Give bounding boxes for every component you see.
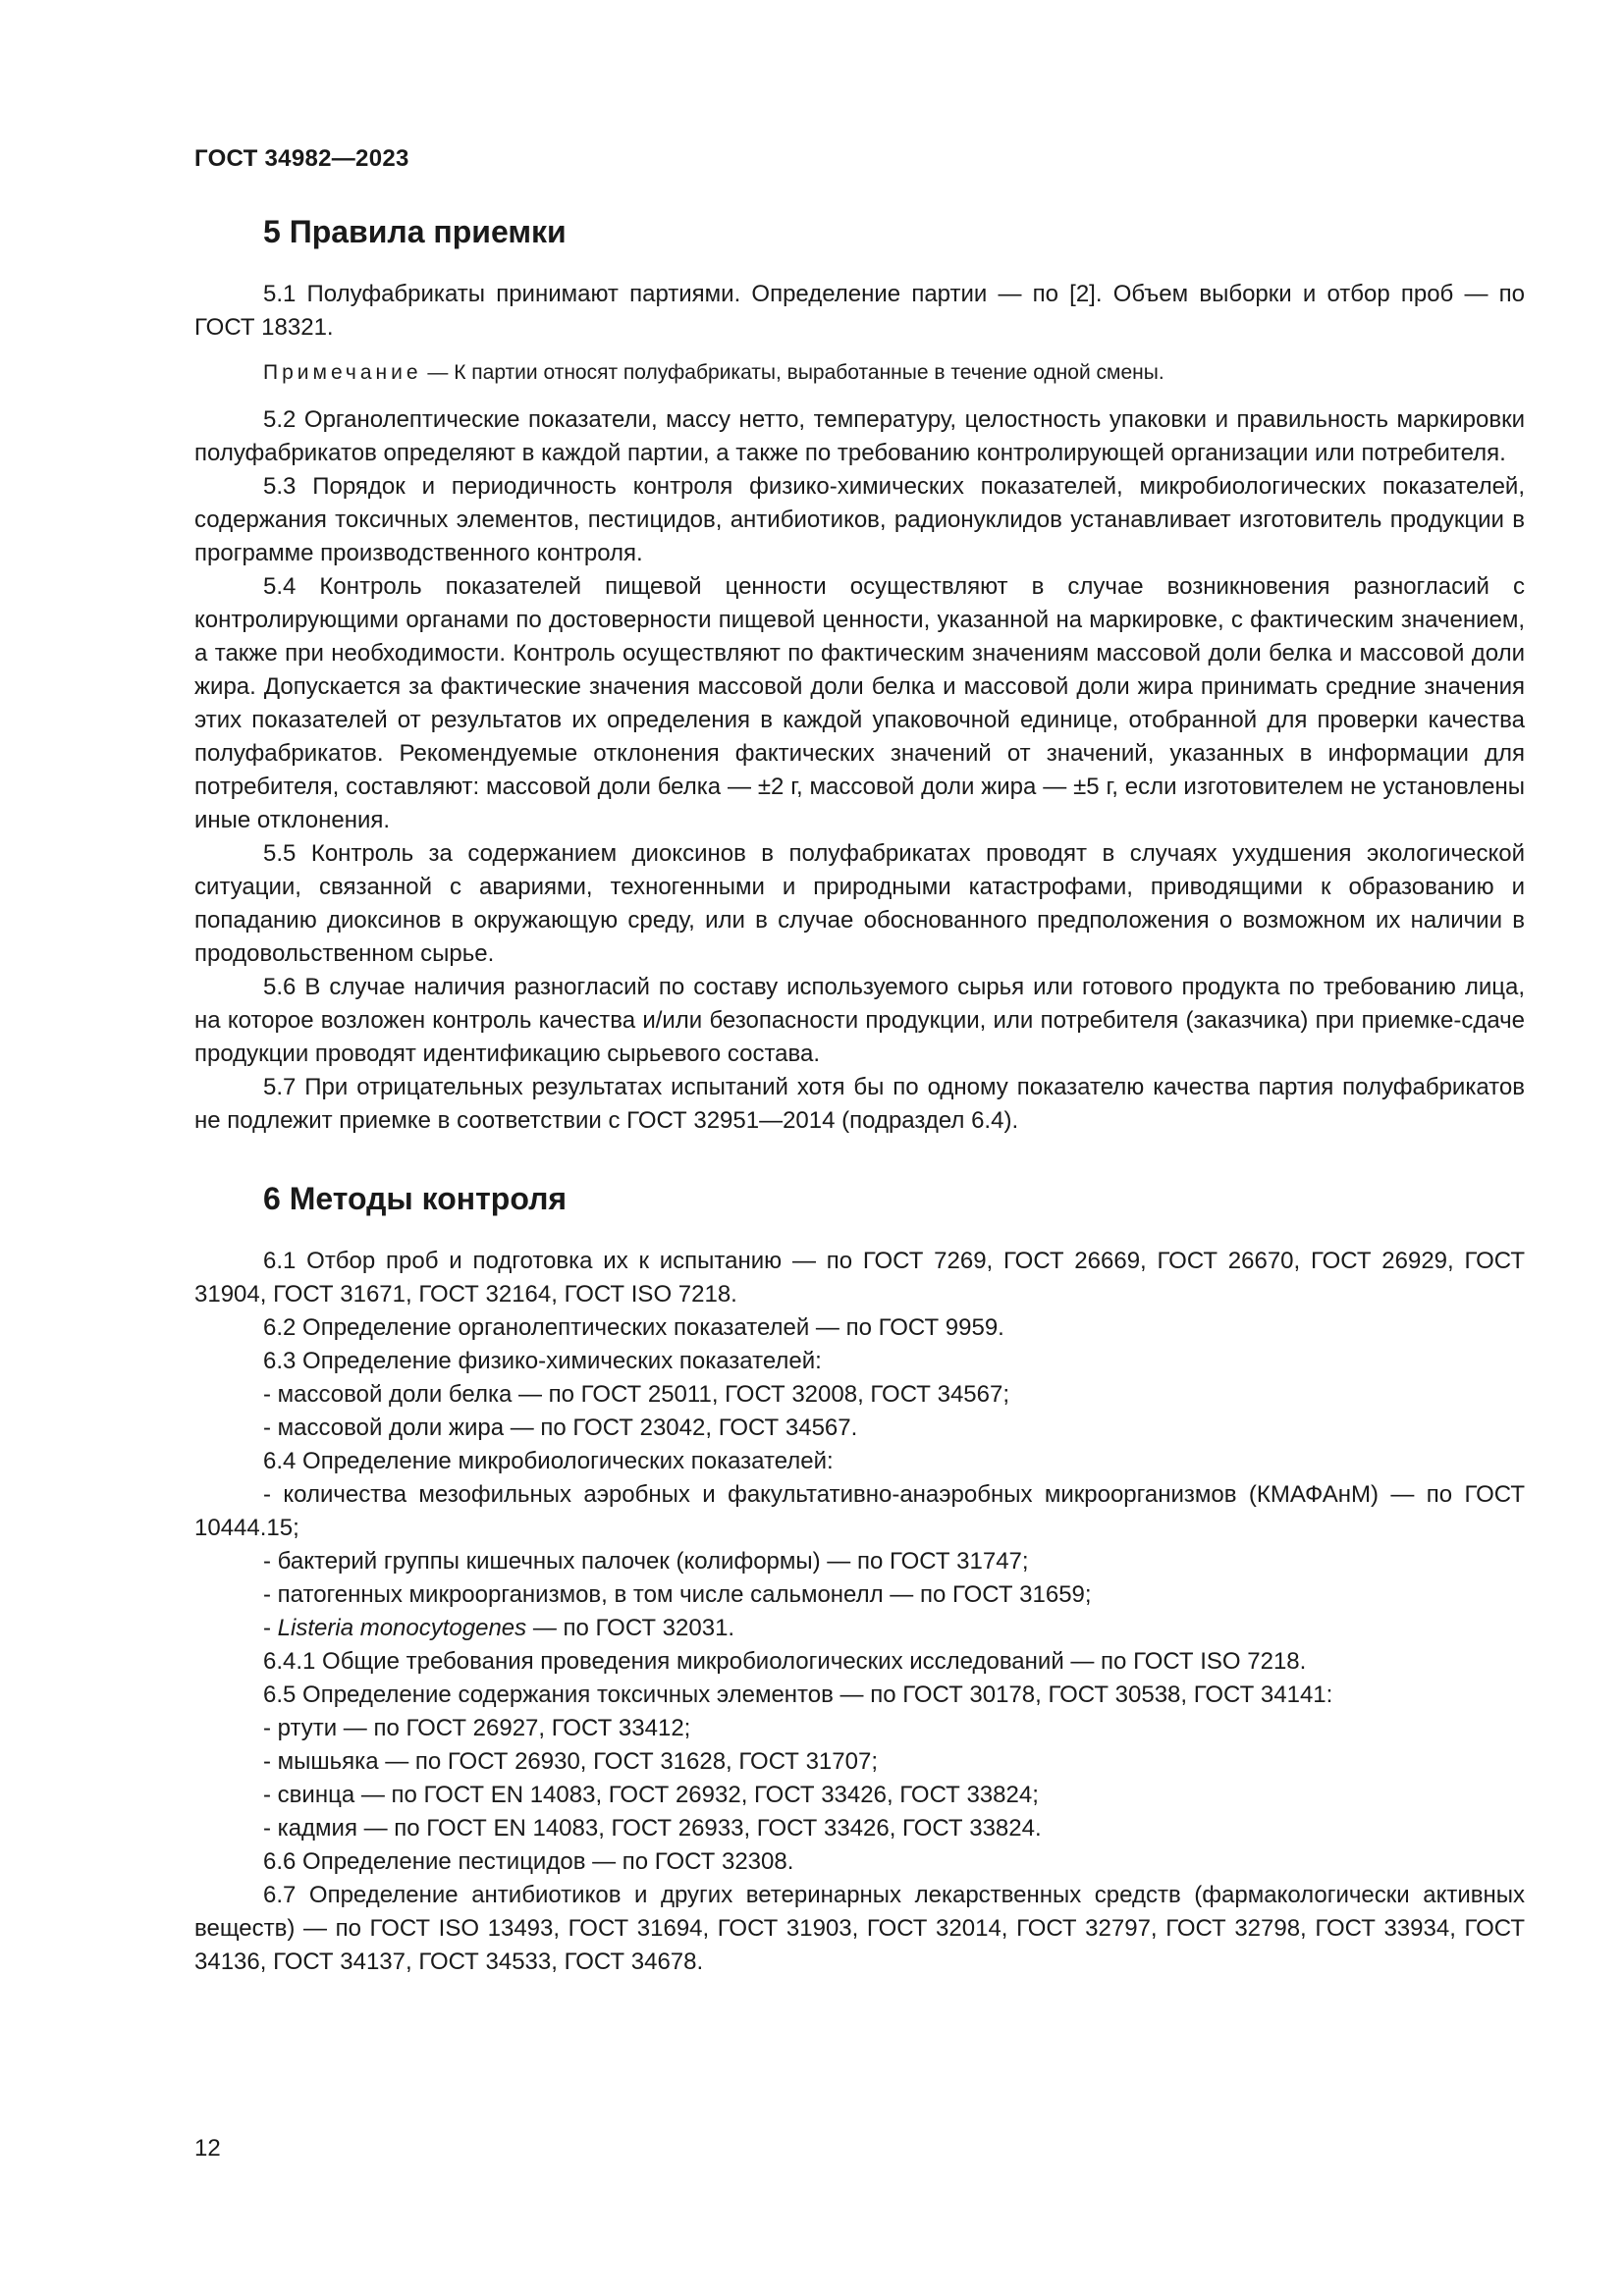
list-item: - массовой доли жира — по ГОСТ 23042, ГОСТ 34567. bbox=[263, 1415, 858, 1441]
paragraph-6-6: 6.6 Определение пестицидов — по ГОСТ 32308. bbox=[263, 1848, 794, 1875]
paragraph-6-4-1: 6.4.1 Общие требования проведения микробиологических исследований — по ГОСТ ISO 7218. bbox=[263, 1648, 1307, 1675]
paragraph-6-2: 6.2 Определение органолептических показателей — по ГОСТ 9959. bbox=[263, 1314, 1004, 1341]
list-item: - кадмия — по ГОСТ EN 14083, ГОСТ 26933, ГОСТ 33426, ГОСТ 33824. bbox=[263, 1815, 1042, 1842]
paragraph-5-5: 5.5 Контроль за содержанием диоксинов в полуфабрикатах проводят в случаях ухудшения экологической ситуации, связанной с авариями, техногенными и природными катастрофами, приводящими к образованию и попаданию диоксинов в окружающую среду, или в случае обоснованного предположения о возможном их наличии в продовольственном сырье. bbox=[194, 840, 1525, 967]
note-text: — К партии относят полуфабрикаты, выработанные в течение одной смены. bbox=[421, 361, 1164, 384]
paragraph-5-2: 5.2 Органолептические показатели, массу нетто, температуру, целостность упаковки и правильность маркировки полуфабрикатов определяют в каждой партии, а также по требованию контролирующей организации или потребителя. bbox=[194, 406, 1525, 466]
list-item: - бактерий группы кишечных палочек (колиформы) — по ГОСТ 31747; bbox=[263, 1548, 1029, 1575]
paragraph-6-4: 6.4 Определение микробиологических показателей: bbox=[263, 1448, 834, 1474]
section-5-title: 5 Правила приемки bbox=[263, 214, 567, 249]
list-item: - патогенных микроорганизмов, в том числе сальмонелл — по ГОСТ 31659; bbox=[263, 1581, 1092, 1608]
note bbox=[194, 358, 1525, 388]
paragraph-5-7: 5.7 При отрицательных результатах испытаний хотя бы по одному показателю качества партия полуфабрикатов не подлежит приемке в соответствии с ГОСТ 32951—2014 (подраздел 6.4). bbox=[194, 1074, 1525, 1134]
organism-name: Listeria monocytogenes bbox=[277, 1615, 527, 1641]
paragraph-5-4: 5.4 Контроль показателей пищевой ценности осуществляют в случае возникновения разногласий с контролирующими органами по достоверности пищевой ценности, указанной на маркировке, с фактическим значением, а также при необходимости. Контроль осуществляют по фактическим значениям массовой доли белка и массовой доли жира. Допускается за фактические значения массовой доли белка и массовой доли жира принимать средние значения этих показателей от результатов их определения в каждой упаковочной единице, отобранной для проверки качества полуфабрикатов. Рекомендуемые отклонения фактических значений от значений, указанных в информации для потребителя, составляют: массовой доли белка — ±2 г, массовой доли жира — ±5 г, если изготовителем не установлены иные отклонения. bbox=[194, 573, 1525, 833]
note-label: Примечание bbox=[263, 361, 422, 384]
paragraph-6-7: 6.7 Определение антибиотиков и других ветеринарных лекарственных средств (фармакологически активных веществ) — по ГОСТ ISO 13493, ГОСТ 31694, ГОСТ 31903, ГОСТ 32014, ГОСТ 32797, ГОСТ 32798, ГОСТ 33934, ГОСТ 34136, ГОСТ 34137, ГОСТ 34533, ГОСТ 34678. bbox=[194, 1882, 1525, 1975]
document-page bbox=[194, 145, 1525, 1979]
paragraph-5-1: 5.1 Полуфабрикаты принимают партиями. Определение партии — по [2]. Объем выборки и отбор проб — по ГОСТ 18321. bbox=[194, 281, 1525, 341]
list-item: - свинца — по ГОСТ EN 14083, ГОСТ 26932, ГОСТ 33426, ГОСТ 33824; bbox=[263, 1782, 1039, 1808]
paragraph-6-5: 6.5 Определение содержания токсичных элементов — по ГОСТ 30178, ГОСТ 30538, ГОСТ 34141: bbox=[263, 1682, 1333, 1708]
document-code-header: ГОСТ 34982—2023 bbox=[194, 145, 409, 172]
list-item: - количества мезофильных аэробных и факультативно-анаэробных микроорганизмов (КМАФАнМ) — по ГОСТ 10444.15; bbox=[194, 1481, 1525, 1541]
list-item: - массовой доли белка — по ГОСТ 25011, ГОСТ 32008, ГОСТ 34567; bbox=[263, 1381, 1009, 1408]
list-item-prefix: - bbox=[263, 1615, 278, 1641]
paragraph-5-6: 5.6 В случае наличия разногласий по составу используемого сырья или готового продукта по требованию лица, на которое возложен контроль качества и/или безопасности продукции, или потребителя (заказчика) при приемке-сдаче продукции проводят идентификацию сырьевого состава. bbox=[194, 974, 1525, 1067]
paragraph-6-1: 6.1 Отбор проб и подготовка их к испытанию — по ГОСТ 7269, ГОСТ 26669, ГОСТ 26670, ГОСТ 26929, ГОСТ 31904, ГОСТ 31671, ГОСТ 32164, ГОСТ ISO 7218. bbox=[194, 1248, 1525, 1308]
list-item: - ртути — по ГОСТ 26927, ГОСТ 33412; bbox=[263, 1715, 691, 1741]
list-item: - мышьяка — по ГОСТ 26930, ГОСТ 31628, ГОСТ 31707; bbox=[263, 1748, 878, 1775]
list-item bbox=[194, 1612, 1525, 1645]
paragraph-5-3: 5.3 Порядок и периодичность контроля физико-химических показателей, микробиологических показателей, содержания токсичных элементов, пестицидов, антибиотиков, радионуклидов устанавливает изготовитель продукции в программе производственного контроля. bbox=[194, 473, 1525, 566]
section-6-title: 6 Методы контроля bbox=[263, 1181, 568, 1216]
paragraph-6-3: 6.3 Определение физико-химических показателей: bbox=[263, 1348, 822, 1374]
page-number: 12 bbox=[194, 2135, 221, 2162]
list-item-rest: — по ГОСТ 32031. bbox=[526, 1615, 735, 1641]
